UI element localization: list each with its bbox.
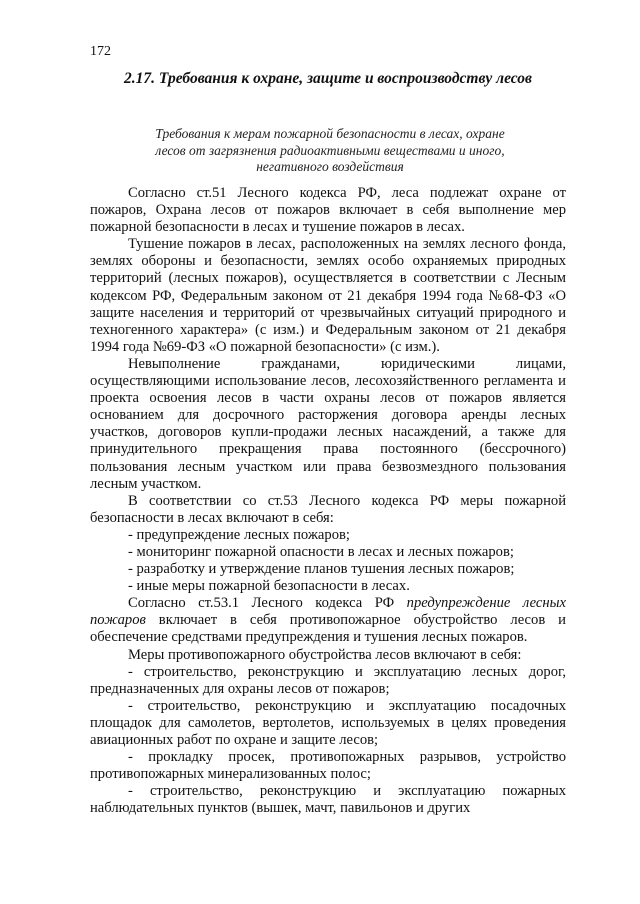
emphasis-text: предупреждение лесных пожаров — [90, 595, 566, 629]
list-item: - иные меры пожарной безопасности в лесах. — [128, 578, 410, 595]
paragraph-4: В соответствии со ст.53 Лесного кодекса РФ меры пожарной безопасности в лесах включают в себя: — [90, 492, 566, 526]
list-item: - строительство, реконструкцию и эксплуатацию пожарных наблюдательных пунктов (вышек, мачт, павильонов и других — [90, 783, 566, 817]
paragraph-2: Тушение пожаров в лесах, расположенных на землях лесного фонда, землях обороны и безопасности, землях особо охраняемых природных территорий (лесных пожаров), осуществляется в соответствии с Лесным кодексом РФ, Федеральным законом от 21 декабря 1994 года №68-ФЗ «О защите населения и территорий от чрезвычайных ситуаций природного и техногенного характера» (с изм.) и Федеральным законом от 21 декабря 1994 года №69-ФЗ «О пожарной безопасности» (с изм.). — [90, 236, 566, 355]
paragraph-3: Невыполнение гражданами, юридическими лицами, осуществляющими использование лесов, лесохозяйственного регламента и проекта освоения лесов в части охраны лесов от пожаров является основанием для досрочного расторжения договора аренды лесных участков, договоров купли-продажи лесных насаждений, а также для принудительного прекращения права постоянного (бессрочного) пользования лесным участком или права безвозмездного пользования лесным участком. — [90, 355, 566, 492]
paragraph-5 — [90, 595, 566, 646]
list-item: - разработку и утверждение планов тушения лесных пожаров; — [128, 561, 515, 578]
list-item: - предупреждение лесных пожаров; — [128, 526, 350, 543]
list-item: - строительство, реконструкцию и эксплуатацию лесных дорог, предназначенных для охраны лесов от пожаров; — [90, 663, 566, 697]
document-body — [90, 185, 566, 817]
list-item: - строительство, реконструкцию и эксплуатацию посадочных площадок для самолетов, вертолетов, используемых в целях проведения авиационных работ по охране и защите лесов; — [90, 697, 566, 748]
section-title: 2.17. Требования к охране, защите и воспроизводству лесов — [124, 70, 532, 87]
subtitle: Требования к мерам пожарной безопасности в лесах, охране лесов от загрязнения радиоактивными веществами и иного, негативного воздействия — [155, 126, 505, 174]
paragraph-5-start: Согласно ст.53.1 Лесного кодекса РФ — [128, 595, 407, 612]
list-item: - прокладку просек, противопожарных разрывов, устройство противопожарных минерализованных полос; — [90, 749, 566, 783]
list-item: - мониторинг пожарной опасности в лесах и лесных пожаров; — [128, 543, 514, 560]
paragraph-1: Согласно ст.51 Лесного кодекса РФ, леса подлежат охране от пожаров, Охрана лесов от пожаров включает в себя выполнение мер пожарной безопасности в лесах и тушение пожаров в лесах. — [90, 185, 566, 236]
paragraph-6: Меры противопожарного обустройства лесов включают в себя: — [128, 646, 522, 663]
paragraph-5-end: включает в себя противопожарное обустройство лесов и обеспечение средствами предупреждения и тушения лесных пожаров. — [90, 612, 566, 646]
page-number: 172 — [90, 44, 111, 59]
